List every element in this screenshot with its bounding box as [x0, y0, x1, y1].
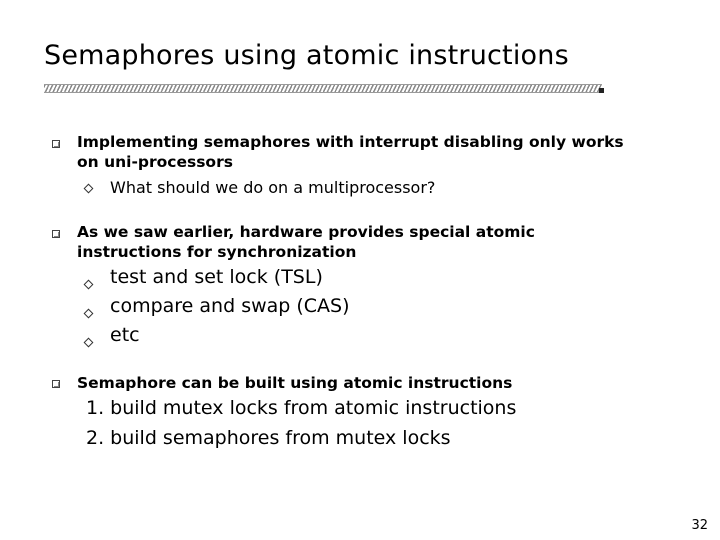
diamond-bullet-icon	[84, 184, 94, 194]
numbered-item: 2. build semaphores from mutex locks	[86, 427, 451, 449]
bullet-text: Implementing semaphores with interrupt disabling only works on uni-processors	[77, 133, 624, 171]
sub-bullet-text: etc	[110, 324, 140, 346]
square-bullet-icon	[52, 230, 60, 238]
sub-bullet-text: compare and swap (CAS)	[110, 295, 350, 317]
sub-bullet-text: test and set lock (TSL)	[110, 266, 323, 288]
bullet-text: As we saw earlier, hardware provides special atomic instructions for synchronization	[77, 223, 535, 261]
numbered-item: 1. build mutex locks from atomic instructions	[86, 397, 517, 419]
page-number: 32	[691, 518, 708, 533]
diamond-bullet-icon	[84, 280, 94, 290]
square-bullet-icon	[52, 380, 60, 388]
slide-title: Semaphores using atomic instructions	[44, 40, 569, 71]
diamond-bullet-icon	[84, 309, 94, 319]
title-underline-end	[599, 88, 604, 93]
bullet-text: Semaphore can be built using atomic instructions	[77, 374, 513, 392]
title-underline	[44, 84, 602, 93]
diamond-bullet-icon	[84, 338, 94, 348]
sub-bullet-text: What should we do on a multiprocessor?	[110, 178, 436, 197]
square-bullet-icon	[52, 140, 60, 148]
